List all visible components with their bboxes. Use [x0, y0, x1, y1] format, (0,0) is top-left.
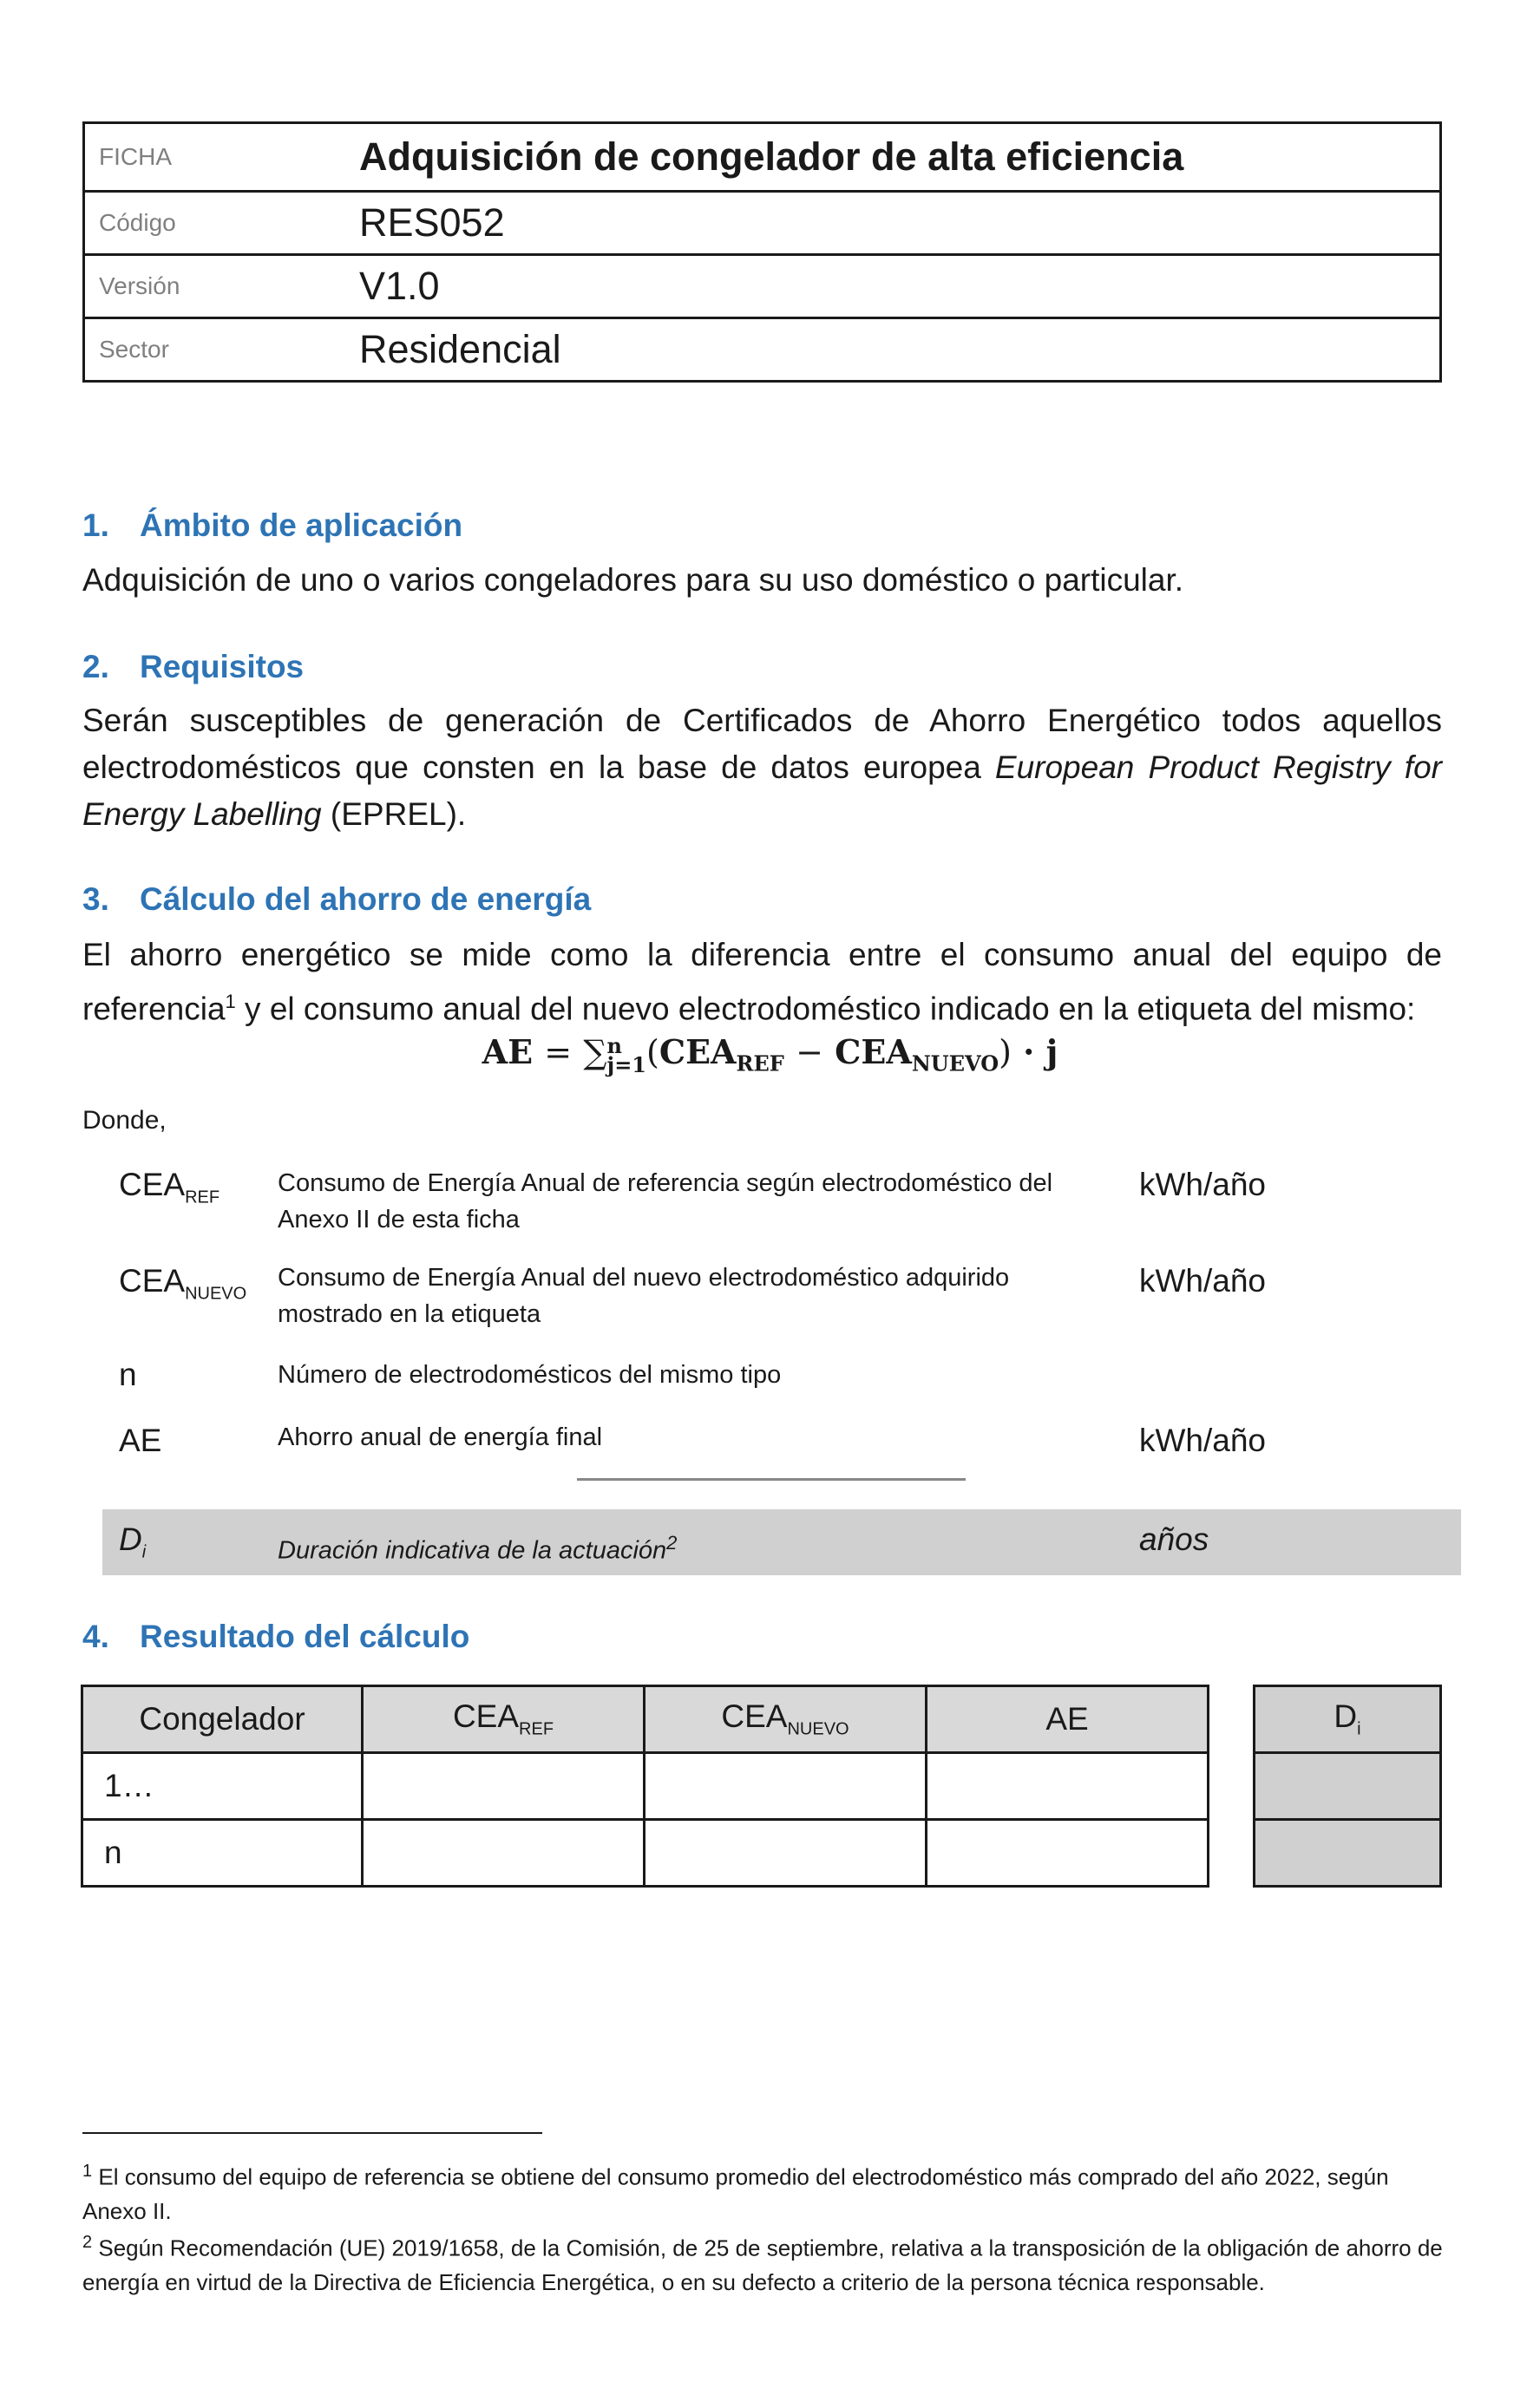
header-key: FICHA: [84, 123, 360, 192]
def-symbol: [119, 1263, 246, 1304]
section-title: Ámbito de aplicación: [140, 507, 463, 543]
formula-paren: (: [646, 1033, 659, 1071]
header-sub: NUEVO: [787, 1719, 849, 1739]
section-1-text: Adquisición de uno o varios congeladores para su uso doméstico o particular.: [82, 562, 1184, 598]
header-row-sector: [84, 318, 1441, 382]
footnote-text: El consumo del equipo de referencia se obtiene del consumo promedio del electrodoméstico más comprado del año 2022, según Anexo II.: [82, 2163, 1389, 2224]
def-unit: kWh/año: [1139, 1423, 1267, 1458]
section-number: 1.: [82, 507, 109, 543]
section-title: Cálculo del ahorro de energía: [140, 881, 592, 917]
table-row: [1255, 1820, 1441, 1887]
table-cell[interactable]: [1255, 1753, 1441, 1820]
section-number: 2.: [82, 649, 109, 684]
di-table: [1253, 1685, 1442, 1888]
header-table: [82, 121, 1442, 383]
symbol-text: AE: [119, 1423, 162, 1458]
section-number: 4.: [82, 1619, 109, 1654]
formula-sub: REF: [736, 1050, 784, 1076]
header-title: Adquisición de congelador de alta eficiencia: [359, 123, 1441, 192]
footnote-number: 2: [82, 2233, 93, 2252]
duration-unit: años: [1139, 1521, 1209, 1557]
header-text: AE: [1045, 1701, 1089, 1737]
formula-sum-top: n: [606, 1032, 622, 1058]
table-row: [82, 1820, 1209, 1887]
header-sub: REF: [519, 1719, 554, 1739]
header-row-version: [84, 255, 1441, 318]
table-cell[interactable]: [1255, 1820, 1441, 1887]
formula-sub: NUEVO: [911, 1050, 999, 1076]
section-3-text: [82, 932, 1442, 1032]
footnote-text: Según Recomendación (UE) 2019/1658, de la Comisión, de 25 de septiembre, relativa a la transposición de la obligación de ahorro de energía en virtud de la Directiva de Eficiencia Energética, o en su defecto a criterio de la persona técnica responsable.: [82, 2235, 1443, 2295]
duration-description: [278, 1525, 1111, 1569]
result-header-cell: [927, 1686, 1209, 1753]
section-title: Resultado del cálculo: [140, 1619, 470, 1654]
def-description: Consumo de Energía Anual de referencia según electrodoméstico del Anexo II de esta ficha: [278, 1169, 1053, 1233]
table-cell[interactable]: [363, 1753, 645, 1820]
header-row-codigo: [84, 192, 1441, 255]
table-cell[interactable]: [645, 1820, 927, 1887]
def-symbol: [119, 1167, 220, 1207]
def-description: Número de electrodomésticos del mismo tipo: [278, 1361, 782, 1389]
header-value: V1.0: [359, 255, 1441, 318]
formula-sum: ∑: [583, 1033, 607, 1071]
symbol-text: CEA: [119, 1263, 186, 1299]
table-cell[interactable]: [927, 1820, 1209, 1887]
footnote-rule: [82, 2132, 542, 2134]
header-key: Versión: [84, 255, 360, 318]
result-table: [81, 1685, 1209, 1888]
def-description: Ahorro anual de energía final: [278, 1423, 603, 1451]
di-header-cell: [1255, 1686, 1441, 1753]
footnote-1: [82, 2155, 1445, 2228]
row-label: n: [82, 1820, 363, 1887]
section-4-heading: [82, 1619, 469, 1655]
header-key: Código: [84, 192, 360, 255]
text-span: (EPREL).: [321, 796, 467, 832]
header-text: Congelador: [139, 1701, 305, 1737]
formula-sum-bottom: j=1: [606, 1051, 647, 1077]
text-span: Duración indicativa de la actuación: [278, 1536, 667, 1565]
def-unit: kWh/año: [1139, 1167, 1267, 1202]
symbol-sub: i: [141, 1542, 147, 1562]
header-row-ficha: [84, 123, 1441, 192]
header-value: RES052: [359, 192, 1441, 255]
text-span: El ahorro energético se mide como la diferencia entre el consumo anual del equipo de referencia: [82, 937, 1442, 1027]
section-1-heading: [82, 507, 462, 544]
table-cell[interactable]: [645, 1753, 927, 1820]
donde-label: Donde,: [82, 1106, 167, 1135]
text-span: Serán susceptibles de generación de Certificados de Ahorro Energético todos aquellos electrodomésticos que consten en la base de datos europea: [82, 703, 1442, 785]
formula-eq: =: [544, 1033, 573, 1071]
formula-lhs: AE: [482, 1032, 534, 1071]
formula-minus: −: [796, 1033, 823, 1071]
result-header-cell: [363, 1686, 645, 1753]
section-title: Requisitos: [140, 649, 305, 684]
duration-symbol: [119, 1521, 146, 1562]
header-sub: i: [1357, 1719, 1361, 1739]
footnote-number: 1: [82, 2162, 93, 2181]
footnote-2: [82, 2226, 1445, 2300]
symbol-text: D: [119, 1521, 142, 1557]
def-symbol: [119, 1423, 161, 1459]
header-text: CEA: [452, 1698, 520, 1735]
header-key: Sector: [84, 318, 360, 382]
formula-times: · j: [1023, 1032, 1058, 1071]
def-unit: kWh/año: [1139, 1263, 1267, 1299]
text-span: y el consumo anual del nuevo electrodoméstico indicado en la etiqueta del mismo:: [235, 991, 1416, 1027]
section-3-heading: [82, 881, 591, 918]
table-row: [1255, 1753, 1441, 1820]
symbol-text: CEA: [119, 1167, 186, 1202]
italic-text: European Product Registry for Energy Labelling: [82, 749, 1442, 832]
formula-paren: ): [999, 1033, 1012, 1071]
footnote-ref: 2: [666, 1532, 678, 1554]
footnote-ref: 1: [225, 991, 236, 1012]
def-description: Consumo de Energía Anual del nuevo electrodoméstico adquirido mostrado en la etiqueta: [278, 1264, 1010, 1328]
symbol-sub: REF: [185, 1188, 220, 1207]
symbol-sub: NUEVO: [185, 1284, 247, 1304]
header-value: Residencial: [359, 318, 1441, 382]
formula-term: CEA: [835, 1032, 912, 1071]
section-2-text: [82, 697, 1442, 838]
symbol-text: n: [119, 1357, 137, 1392]
row-label: 1…: [82, 1753, 363, 1820]
di-header-row: [1255, 1686, 1441, 1753]
header-text: CEA: [721, 1698, 788, 1735]
result-header-cell: [82, 1686, 363, 1753]
table-cell[interactable]: [363, 1820, 645, 1887]
section-number: 3.: [82, 881, 109, 917]
header-text: D: [1334, 1698, 1358, 1735]
formula: [0, 1032, 1540, 1076]
def-symbol: [119, 1357, 137, 1393]
formula-term: CEA: [659, 1032, 737, 1071]
table-row: [82, 1753, 1209, 1820]
result-header-row: [82, 1686, 1209, 1753]
result-header-cell: [645, 1686, 927, 1753]
section-2-heading: [82, 649, 304, 685]
separator-line: [577, 1478, 966, 1481]
table-cell[interactable]: [927, 1753, 1209, 1820]
